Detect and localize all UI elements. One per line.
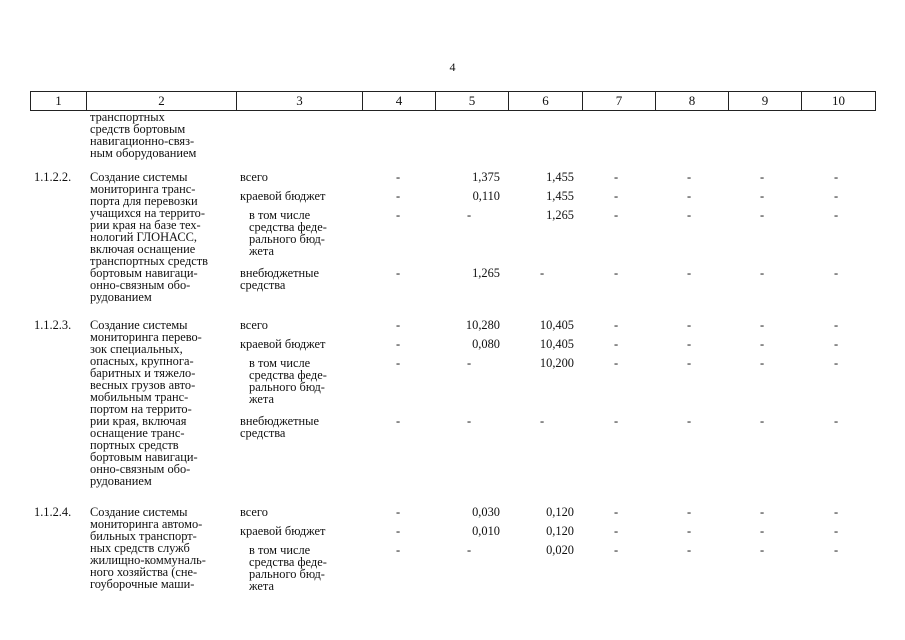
cell-col4: -	[396, 337, 401, 351]
header-cell: 4	[363, 92, 436, 111]
row-label: в том числе средства феде- рального бюд- жета	[249, 543, 327, 593]
cell-col7: -	[614, 266, 619, 280]
cell-col9: -	[760, 505, 765, 519]
header-row	[31, 92, 876, 111]
header-cell: 2	[87, 92, 237, 111]
header-cell: 9	[729, 92, 802, 111]
row-label: в том числе средства феде- рального бюд- жета	[249, 356, 327, 406]
cell-col9: -	[760, 208, 765, 222]
cell-col4: -	[396, 266, 401, 280]
header-cell: 6	[509, 92, 583, 111]
cell-col6: 10,405	[539, 337, 574, 351]
cell-col7: -	[614, 524, 619, 538]
cell-col8: -	[687, 189, 692, 203]
cell-col4: -	[396, 208, 401, 222]
cell-col5: 0,030	[472, 505, 500, 519]
cell-col5: 1,265	[472, 266, 500, 280]
cell-col5: 1,375	[472, 170, 500, 184]
cell-col9: -	[760, 189, 765, 203]
cell-col7: -	[614, 170, 619, 184]
cell-col9: -	[760, 318, 765, 332]
item-block	[30, 506, 875, 606]
item-name: Создание системы мониторинга транс- порта для перевозки учащихся на террито- рии края на базе тех- нологий ГЛОНАСС, включая оснащение транспортных средств бортовым навигаци- онно-связным обо- рудованием	[90, 170, 209, 304]
cell-col10: -	[834, 337, 839, 351]
cell-col10: -	[834, 524, 839, 538]
cell-col6: 1,265	[546, 208, 574, 222]
item-code: 1.1.2.4.	[34, 505, 72, 519]
item-name: Создание системы мониторинга автомо- бильных транспорт- ных средств служб жилищно-коммуналь- ного хозяйства (сне- гоуборочные маши-	[90, 505, 206, 591]
cell-col7: -	[614, 208, 619, 222]
cell-col6: -	[540, 414, 545, 428]
cell-col10: -	[834, 543, 839, 557]
cell-col7: -	[614, 337, 619, 351]
header-cell: 8	[656, 92, 729, 111]
cell-col9: -	[760, 414, 765, 428]
row-label: внебюджетные средства	[240, 414, 319, 440]
cell-col8: -	[687, 524, 692, 538]
row-label: краевой бюджет	[240, 189, 326, 203]
cell-col5: -	[467, 414, 472, 428]
cell-col9: -	[760, 170, 765, 184]
cell-col6: 10,405	[539, 318, 574, 332]
header-cell: 10	[802, 92, 876, 111]
cell-col8: -	[687, 543, 692, 557]
cell-col5: 0,010	[472, 524, 500, 538]
cell-col7: -	[614, 189, 619, 203]
cell-col5: -	[467, 208, 472, 222]
cell-col6: 0,120	[546, 524, 574, 538]
cell-col5: 0,110	[472, 189, 500, 203]
continuation-block	[30, 111, 875, 171]
cell-col5: -	[467, 543, 472, 557]
row-label: краевой бюджет	[240, 337, 326, 351]
cell-col4: -	[396, 414, 401, 428]
cell-col7: -	[614, 505, 619, 519]
row-label: всего	[240, 318, 268, 332]
cell-col6: 0,020	[546, 543, 574, 557]
item-name: Создание системы мониторинга перево- зок специальных, опасных, крупнога- баритных и тяжело- весных грузов авто- мобильным транс- портом на террито- рии края, включая оснащение транс- портных средств бортовым навигаци- онно-связным обо- рудованием	[90, 318, 202, 488]
cell-col8: -	[687, 414, 692, 428]
cell-col8: -	[687, 356, 692, 370]
row-label: внебюджетные средства	[240, 266, 319, 292]
header-cell: 1	[31, 92, 87, 111]
cell-col10: -	[834, 414, 839, 428]
cell-col8: -	[687, 170, 692, 184]
cell-col4: -	[396, 356, 401, 370]
cell-col7: -	[614, 318, 619, 332]
cell-col8: -	[687, 208, 692, 222]
cell-col6: 10,200	[539, 356, 574, 370]
row-label: всего	[240, 170, 268, 184]
item-block	[30, 171, 875, 319]
item-block	[30, 319, 875, 506]
cell-col5: -	[467, 356, 472, 370]
cell-col10: -	[834, 266, 839, 280]
cell-col10: -	[834, 505, 839, 519]
cell-col9: -	[760, 337, 765, 351]
cell-col7: -	[614, 543, 619, 557]
cell-col8: -	[687, 505, 692, 519]
row-label: всего	[240, 505, 268, 519]
cell-col4: -	[396, 189, 401, 203]
cell-col5: 0,080	[472, 337, 500, 351]
cell-col9: -	[760, 356, 765, 370]
cell-col5: 10,280	[465, 318, 500, 332]
cell-col10: -	[834, 318, 839, 332]
cell-col8: -	[687, 318, 692, 332]
cell-col8: -	[687, 337, 692, 351]
cell-col6: 1,455	[546, 170, 574, 184]
item-code: 1.1.2.3.	[34, 318, 72, 332]
row-label: в том числе средства феде- рального бюд- жета	[249, 208, 327, 258]
header-cell: 3	[237, 92, 363, 111]
cell-col9: -	[760, 543, 765, 557]
column-header-table	[30, 91, 876, 111]
cell-col4: -	[396, 543, 401, 557]
cell-col6: 0,120	[546, 505, 574, 519]
cell-col10: -	[834, 208, 839, 222]
page-number: 4	[449, 60, 456, 74]
cell-col7: -	[614, 414, 619, 428]
cell-col10: -	[834, 356, 839, 370]
cell-col9: -	[760, 266, 765, 280]
item-code: 1.1.2.2.	[34, 170, 72, 184]
cell-col4: -	[396, 505, 401, 519]
table-body	[30, 111, 875, 606]
header-cell: 7	[583, 92, 656, 111]
cell-col9: -	[760, 524, 765, 538]
cell-col10: -	[834, 189, 839, 203]
row-label: краевой бюджет	[240, 524, 326, 538]
item-name-continuation: транспортных средств бортовым навигационно-связ- ным оборудованием	[90, 110, 197, 160]
cell-col4: -	[396, 524, 401, 538]
cell-col8: -	[687, 266, 692, 280]
cell-col6: -	[540, 266, 545, 280]
cell-col4: -	[396, 318, 401, 332]
cell-col7: -	[614, 356, 619, 370]
cell-col10: -	[834, 170, 839, 184]
header-cell: 5	[436, 92, 509, 111]
cell-col4: -	[396, 170, 401, 184]
cell-col6: 1,455	[546, 189, 574, 203]
